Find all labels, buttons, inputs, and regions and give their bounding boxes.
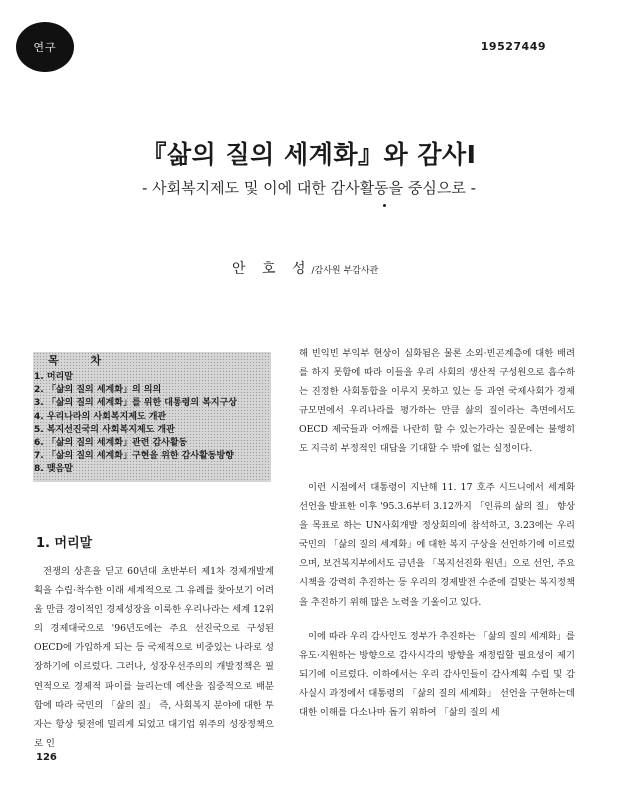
toc-item: 2. 「삶의 질의 세계화」의 의의 (34, 385, 162, 396)
toc-item: 6. 「삶의 질의 세계화」관련 감사활동 (34, 438, 188, 449)
author-affiliation: /감사원 부감사관 (311, 266, 379, 276)
body-paragraph-right-1: 해 빈익빈 부익부 현상이 심화됨은 물론 소외·빈곤계층에 대한 배려를 하지 못함에 따라 이들을 우리 사회의 생산적 구성원으로 흡수하는 진정한 사회통합을 이루지 못하고 있는 등 과연 국제사회가 경제규모면에서 우리나라를 평가하는 만큼 삶의 질이라는 측면에서도 OECD 제국들과 어깨를 나란히 할 수 있는가라는 질문에는 불행히도 지극히 부정적인 대답을 기대할 수 밖에 없는 실정이다. (299, 348, 575, 455)
toc-item: 7. 「삶의 질의 세계화」구현을 위한 감사활동방향 (34, 451, 234, 462)
toc-item: 1. 머리말 (34, 372, 73, 382)
body-paragraph-right-3: 이에 따라 우리 감사인도 정부가 추진하는 「삶의 질의 세계화」를 유도·지원하는 방향으로 감사시각의 방향을 재정립할 필요성이 제기되기에 이르렀다. 이하에서는 우리 감사인들이 감사계획 수립 및 감사실시 과정에서 대통령의 「삶의 질의 세계화」 선언을 구현하는데 대한 이해를 다소나마 돕기 위하여 「삶의 질의 세 (299, 631, 575, 719)
body-paragraph-left: 전쟁의 상흔을 딛고 60년대 초반부터 제1차 경제개발계획을 수립·착수한 이래 세계적으로 그 유례를 찾아보기 어려울 만큼 경이적인 경제성장을 이룩한 우리나라는 세계 12위의 경제대국으로 '96년도에는 주요 선진국으로 구성된 OECD에 가입하게 되는 등 국제적으로 비중있는 나라로 성장하기에 이르렀다. 그러나, 성장우선주의의 개발정책은 필연적으로 경제적 파이를 늘리는데 예산을 집중적으로 배분함에 따라 국민의 「삶의 질」 즉, 사회복지 분야에 대한 투자는 항상 뒷전에 밀리게 되었고 대기업 위주의 성장정책으로 인 (34, 566, 274, 749)
body-paragraph-right-2: 이런 시점에서 대통령이 지난해 11. 17 호주 시드니에서 세계화 선언을 발표한 이후 '95.3.6부터 3.12까지 「인류의 삶의 질」 향상을 목표로 하는 UN사회개발 정상회의에 참석하고, 3.23에는 우리 국민의 「삶의 질의 세계화」에 대한 복지 구상을 선언하기에 이르렀으며, 보건복지부에서도 금년을 「복지선진화 원년」으로 선언, 주요 시책을 강력히 추진하는 등 우리의 경제발전 수준에 걸맞는 복지정책을 추진하기 위해 많은 노력을 기울이고 있다. (299, 482, 575, 608)
toc-item: 5. 복지선진국의 사회복지제도 개관 (34, 424, 175, 435)
toc-heading: 목 차 (48, 354, 116, 367)
section-badge: 연구 (16, 22, 74, 72)
article-title: 『삶의 질의 세계화』와 감사Ⅰ (141, 140, 477, 169)
page-number: 126 (36, 752, 57, 763)
decorative-dot (383, 204, 386, 207)
author-name: 안 호 성 (232, 261, 312, 277)
article-subtitle: - 사회복지제도 및 이에 대한 감사활동을 중심으로 - (141, 179, 476, 197)
toc-item: 4. 우리나라의 사회복지제도 개관 (34, 411, 167, 422)
toc-list (34, 371, 272, 477)
section-heading: 1. 머리말 (36, 536, 93, 551)
toc-item: 8. 맺음말 (34, 464, 73, 475)
document-code: 19527449 (480, 40, 546, 53)
toc-item: 3. 「삶의 질의 세계화」를 위한 대통령의 복지구상 (34, 398, 237, 409)
author-line (232, 258, 378, 278)
